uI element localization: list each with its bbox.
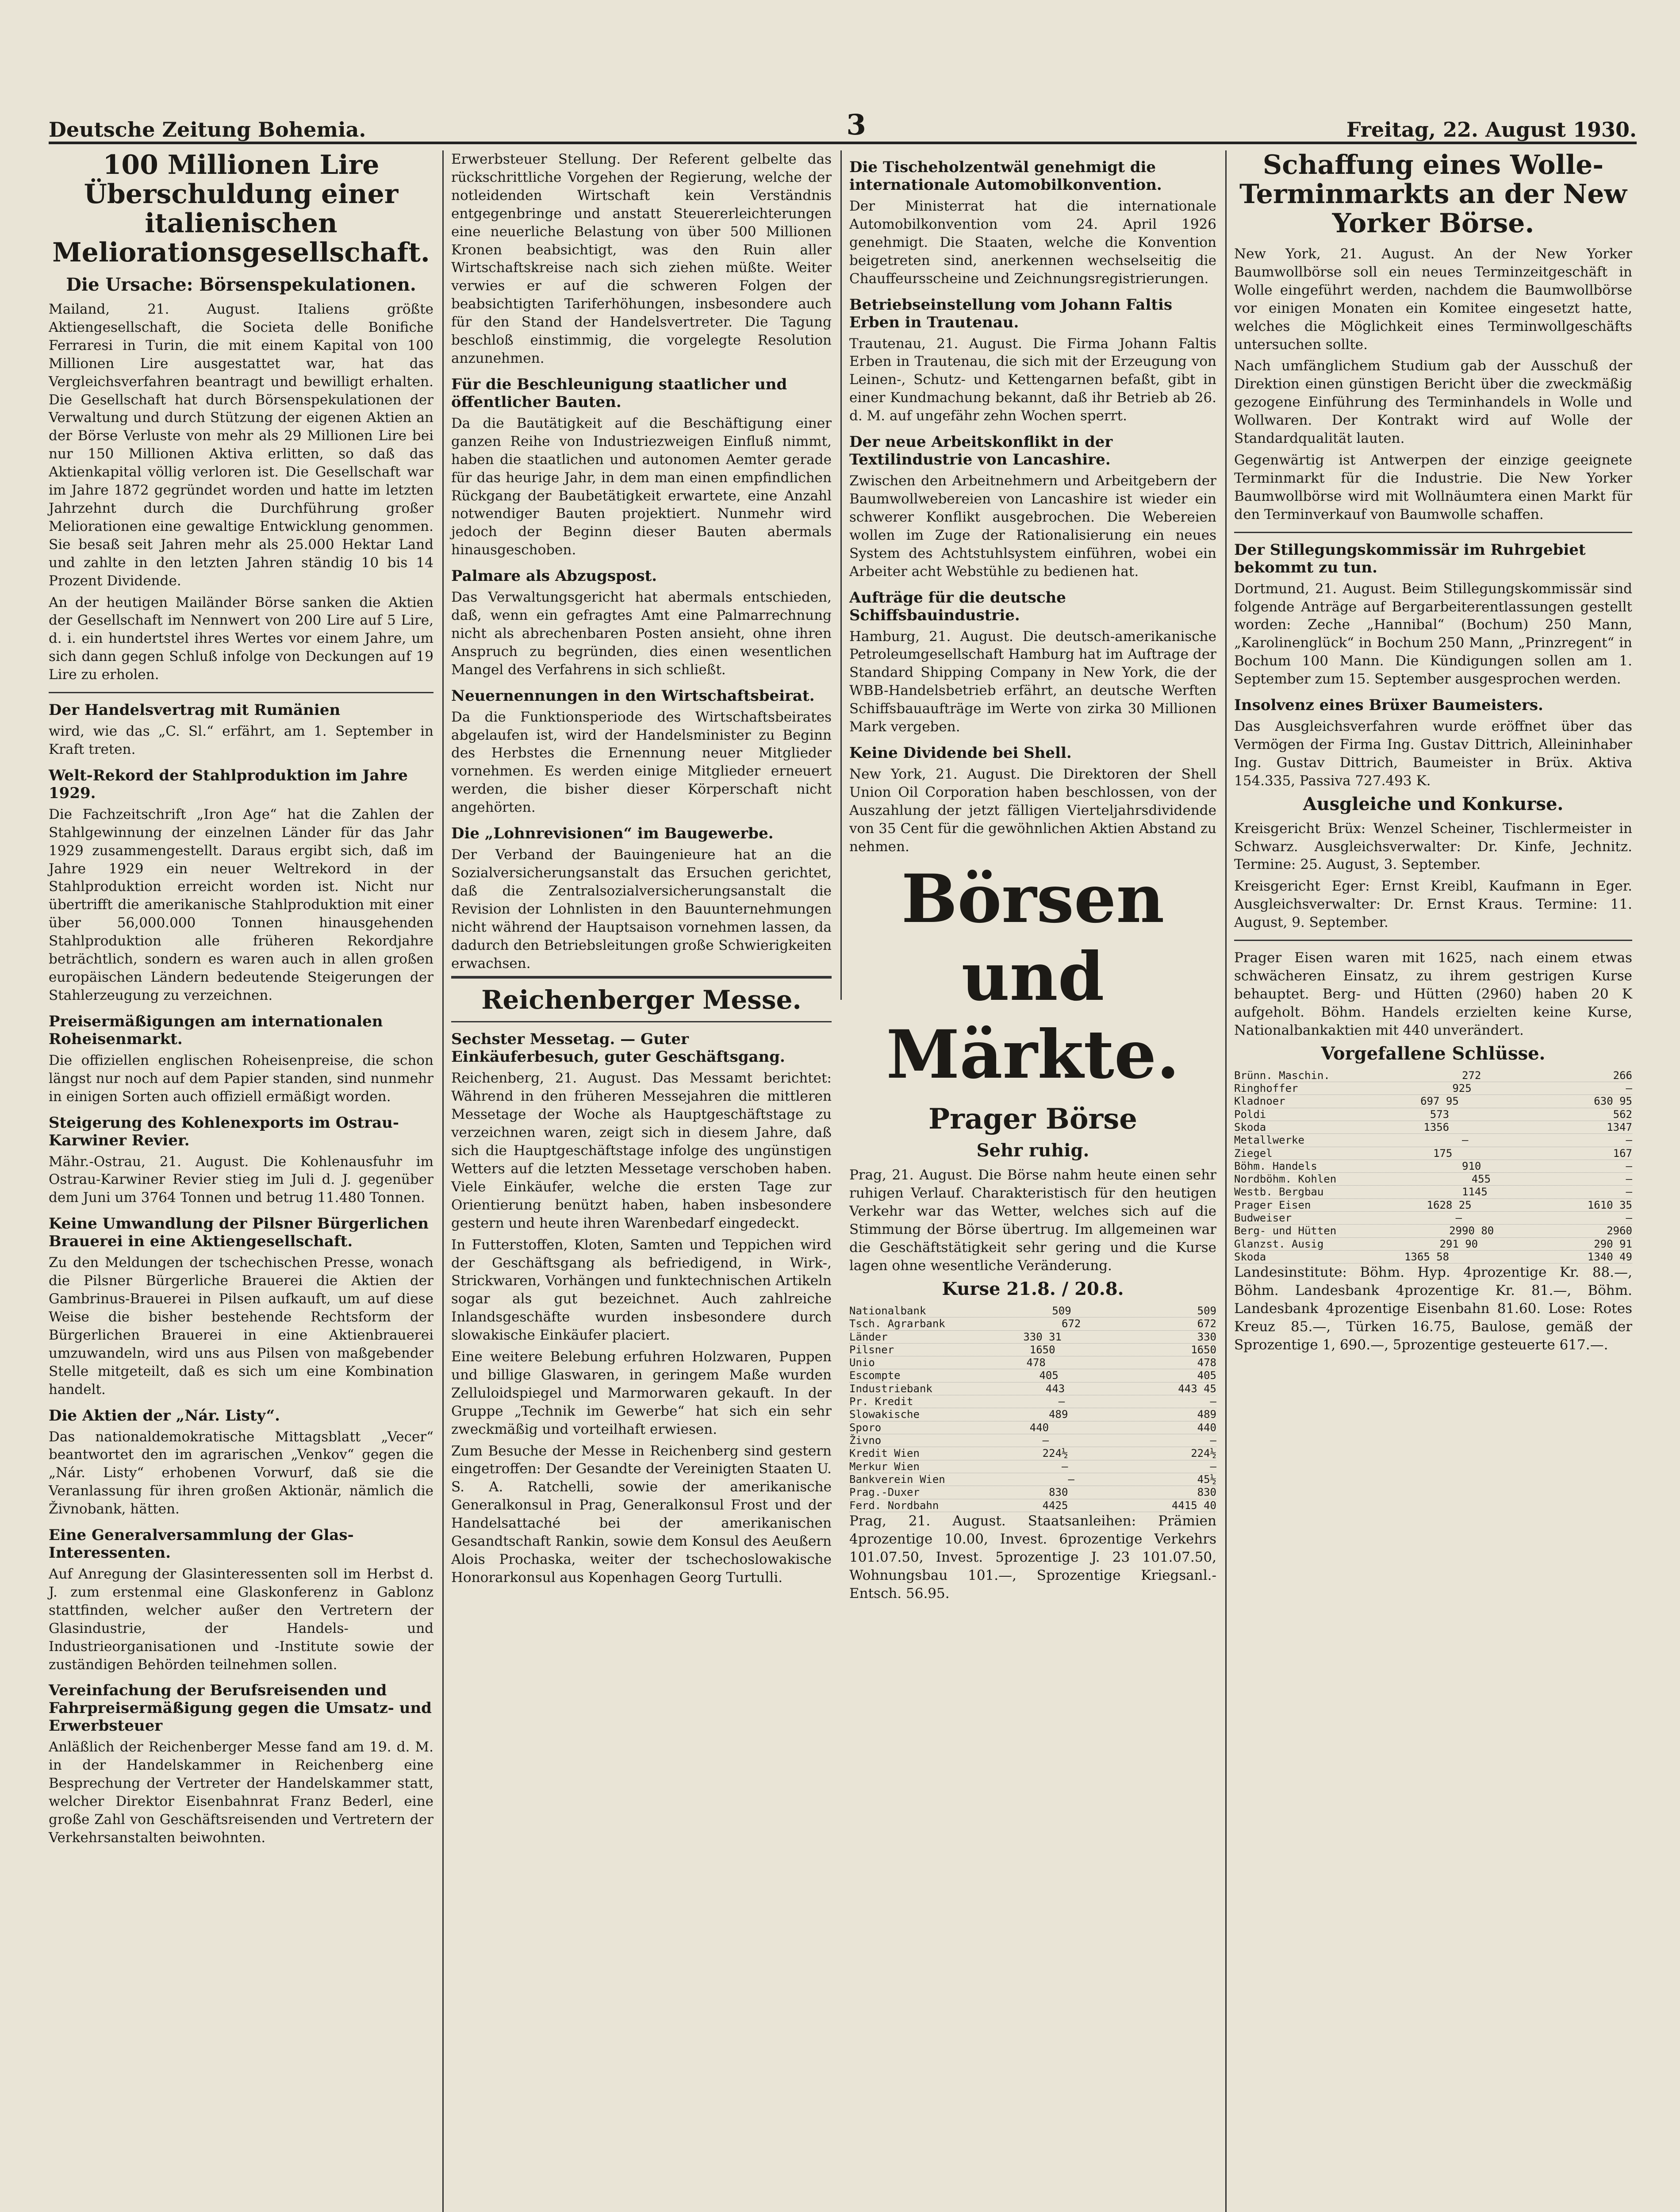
article-paragraph: An der heutigen Mailänder Börse sanken die Aktien der Gesellschaft im Nennwert von 200 Lire auf 5 Lire, d. i. ein hundertstel ihres Wertes vor einem Jahre, um sich dann gegen Schluß infolge von Deckungen auf 19 Lire zu erholen. bbox=[49, 594, 433, 683]
news-paragraph: Der Verband der Bauingenieure hat an die Sozialversicherungsanstalt das Ersuchen gerichtet, daß die Zentralsozialversicherungsanstalt die Revision der Lohnlisten in den Bauunternehmungen nicht während der Hauptsaison vornehmen lassen, da dadurch den Betriebsleitungen große Schwierigkeiten erwachsen. bbox=[451, 847, 832, 972]
table-cell: Länder bbox=[849, 1330, 888, 1343]
table-cell: Ferd. Nordbahn bbox=[849, 1499, 939, 1512]
table-row bbox=[849, 1434, 1216, 1447]
article-paragraph: Mailand, 21. August. Italiens größte Aktiengesellschaft, die Societa delle Bonifiche Ferraresi in Turin, die mit einem Kapital von 100 Millionen Lire ausgestattet war, hat das Vergleichsverfahren beantragt und bewilligt erhalten. Die Gesellschaft hat durch Börsenspekulationen der Verwaltung und durch Stützung der eigenen Aktien an der Börse Verluste von mehr als 29 Millionen Lire bei nur 150 Millionen Aktiva erlitten, so daß das Aktienkapital völlig verloren ist. Die Gesellschaft war im Jahre 1872 gegründet worden und hatte im letzten Jahrzehnt durch die Durchführung großer Meliorationen eine gewaltige Entwicklung genommen. Sie besaß seit Jahren mehr als 25.000 Hektar Land und zahlte in den letzten Jahren ständig 10 bis 14 Prozent Dividende. bbox=[49, 301, 433, 589]
news-heading: Vereinfachung der Berufsreisenden und Fahrpreisermäßigung gegen die Umsatz- und Erwerbsteuer bbox=[49, 1682, 432, 1735]
table-row bbox=[1234, 1121, 1632, 1134]
table-cell: — bbox=[1455, 1212, 1462, 1225]
market-subtitle: Sehr ruhig. bbox=[976, 1140, 1089, 1161]
table-cell: — bbox=[1210, 1395, 1216, 1408]
table-cell: Nationalbank bbox=[849, 1304, 926, 1317]
table-cell: — bbox=[1626, 1173, 1632, 1186]
table-cell: Živno bbox=[849, 1434, 882, 1447]
table-row bbox=[1234, 1082, 1632, 1095]
table-cell: 455 bbox=[1471, 1173, 1491, 1186]
table-cell: — bbox=[1062, 1460, 1068, 1473]
table-row bbox=[1234, 1134, 1632, 1147]
stock-table bbox=[849, 1305, 1216, 1512]
column-1 bbox=[49, 150, 433, 1851]
table-cell: 1347 bbox=[1607, 1121, 1632, 1133]
market-paragraph: Prag, 21. August. Staatsanleihen: Prämien 4prozentige 10.00, Invest. 6prozentige Verkehrs 101.07.50, Invest. 5prozentige J. 23 101.07.50, Wohnungsbau 101.—, Sprozentige Kriegsanl.-Entsch. 56.95. bbox=[849, 1513, 1216, 1601]
news-heading: Für die Beschleunigung staatlicher und öffentlicher Bauten. bbox=[451, 375, 787, 411]
table-cell: 1650 bbox=[1191, 1343, 1216, 1356]
table-caption: Vorgefallene Schlüsse. bbox=[1321, 1043, 1546, 1064]
table-cell: Prag.-Duxer bbox=[849, 1486, 920, 1499]
table-cell: Industriebank bbox=[849, 1382, 932, 1395]
news-heading: Insolvenz eines Brüxer Baumeisters. bbox=[1234, 696, 1543, 714]
article-paragraph: Erwerbsteuer Stellung. Der Referent gelbelte das rückschrittliche Vorgehen der Regierung, welche der notleidenden Wirtschaft kein Verständnis entgegenbringe und anstatt Steuererleichterungen eine neuerliche Belastung von über 500 Millionen Kronen beabsichtigt, was den Ruin aller Wirtschaftskreise nach sich ziehen müßte. Weiter verwies er auf die schweren Folgen der beabsichtigten Tariferhöhungen, insbesondere auch für den Stand der Handelsvertreter. Die Tagung beschloß einstimmig, die vorgelegte Resolution anzunehmen. bbox=[451, 151, 832, 366]
news-heading: Preisermäßigungen am internationalen Roheisenmarkt. bbox=[49, 1012, 383, 1048]
table-cell: 4425 bbox=[1042, 1499, 1068, 1512]
table-cell: Tsch. Agrarbank bbox=[849, 1317, 945, 1330]
table-cell: — bbox=[1462, 1134, 1469, 1147]
news-paragraph: Da die Funktionsperiode des Wirtschaftsbeirates abgelaufen ist, wird der Handelsminister zu Beginn des Herbstes die Ernennung neuer Mitglieder vornehmen. Es werden einige Mitglieder erneuert werden, die bisher dieser Körperschaft nicht angehörten. bbox=[451, 709, 832, 816]
table-cell: 509 bbox=[1052, 1304, 1071, 1317]
issue-date: Freitag, 22. August 1930. bbox=[1346, 118, 1637, 142]
news-paragraph: Hamburg, 21. August. Die deutsch-amerikanische Petroleumgesellschaft Hamburg hat im Auftrage der Standard Shipping Company in New York, die der WBB-Handelsbetrieb erfährt, an deutsche Werften Schiffsbauaufträge im Werte von zirka 30 Millionen Mark vergeben. bbox=[849, 628, 1216, 735]
table-row bbox=[849, 1473, 1216, 1486]
column-4 bbox=[1234, 150, 1632, 1358]
news-paragraph: In Futterstoffen, Kloten, Samten und Teppichen wird der Geschäftsgang als befriedigend, in Wirk-, Strickwaren, Vorhängen und funktechnischen Artikeln sogar als gut bezeichnet. Auch zahlreiche Inlandsgeschäfte wurden insbesondere durch slowakische Einkäufer placiert. bbox=[451, 1237, 832, 1344]
news-paragraph: Das Ausgleichsverfahren wurde eröffnet über das Vermögen der Firma Ing. Gustav Dittrich, Alleininhaber Ing. Gustav Dittrich, Baumeister in Brüx. Aktiva 154.335, Passiva 727.493 K. bbox=[1234, 718, 1632, 789]
table-cell: — bbox=[1626, 1082, 1632, 1094]
news-paragraph: Kreisgericht Brüx: Wenzel Scheiner, Tischlermeister in Schwarz. Ausgleichsverwalter: Dr. Kinfe, Jechnitz. Termine: 25. August, 3. September. bbox=[1234, 820, 1632, 873]
news-heading: Steigerung des Kohlenexports im Ostrau-Karwiner Revier. bbox=[49, 1114, 399, 1149]
column-rule bbox=[1225, 150, 1227, 2212]
table-row bbox=[849, 1499, 1216, 1512]
table-cell: Poldi bbox=[1234, 1108, 1266, 1121]
market-paragraph: Prager Eisen waren mit 1625, nach einem etwas schwächeren Einsatz, zu ihrem gestrigen Kurse behauptet. Berg- und Hütten (2960) haben 20 K aufgeholt. Böhm. Handels erzielten keine Kurse, Nationalbankaktien mit 440 unverändert. bbox=[1234, 950, 1632, 1038]
table-cell: — bbox=[1626, 1134, 1632, 1147]
table-cell: 405 bbox=[1197, 1369, 1216, 1382]
divider bbox=[1234, 532, 1632, 533]
table-cell: — bbox=[1626, 1186, 1632, 1198]
table-cell: 1628 25 bbox=[1427, 1198, 1472, 1211]
table-cell: 830 bbox=[1197, 1486, 1216, 1499]
news-paragraph: Reichenberg, 21. August. Das Messamt berichtet: Während in den früheren Messejahren die mittleren Messetage der Woche als Hauptgeschäftstage zu verzeichnen waren, zeigt sich in diesem Jahre, daß sich die Hauptgeschäftstage infolge des ungünstigen Wetters auf die letzten Messetage verschoben haben. Viele Einkäufer, welche die ersten Tage zur Orientierung benützt haben, haben insbesondere gestern und heute ihren Warenbedarf eingedeckt. bbox=[451, 1070, 832, 1231]
table-cell: — bbox=[1626, 1212, 1632, 1225]
section-title: Börsen und Märkte. bbox=[886, 860, 1180, 1094]
news-heading: Der neue Arbeitskonflikt in der Textilindustrie von Lancashire. bbox=[849, 433, 1113, 469]
table-row bbox=[849, 1331, 1216, 1344]
table-row bbox=[849, 1460, 1216, 1473]
table-cell: — bbox=[1210, 1434, 1216, 1447]
table-row bbox=[849, 1395, 1216, 1408]
table-caption: Kurse 21.8. / 20.8. bbox=[942, 1278, 1124, 1299]
table-cell: 1610 35 bbox=[1587, 1198, 1632, 1211]
table-cell: 489 bbox=[1049, 1408, 1068, 1421]
news-heading: Keine Dividende bei Shell. bbox=[849, 744, 1072, 762]
table-row bbox=[849, 1317, 1216, 1330]
news-paragraph: Kreisgericht Eger: Ernst Kreibl, Kaufmann in Eger. Ausgleichsverwalter: Dr. Ernst Kraus. Termine: 11. August, 9. September. bbox=[1234, 878, 1632, 931]
table-cell: 562 bbox=[1613, 1108, 1632, 1121]
section-heading: Ausgleiche und Konkurse. bbox=[1303, 793, 1564, 814]
news-paragraph: wird, wie das „C. Sl.“ erfährt, am 1. September in Kraft treten. bbox=[49, 723, 433, 757]
table-cell: 630 95 bbox=[1594, 1095, 1632, 1108]
table-cell: Pilsner bbox=[849, 1343, 894, 1356]
table-cell: 405 bbox=[1039, 1369, 1059, 1382]
table-cell: 4415 40 bbox=[1171, 1499, 1216, 1512]
news-paragraph: Zwischen den Arbeitnehmern und Arbeitgebern der Baumwollwebereien von Lancashire ist wieder ein schwerer Konflikt ausgebrochen. Die Webereien wollen im Zuge der Rationalisierung ein neues System des Achtstuhlsystem einführen, wobei ein Arbeiter acht Webstühle zu bedienen hat. bbox=[849, 473, 1216, 580]
table-cell: 2990 80 bbox=[1449, 1225, 1494, 1237]
article-paragraph: New York, 21. August. An der New Yorker Baumwollbörse soll ein neues Terminzeitgeschäft in Wolle eingeführt werden, nachdem die Baumwollbörse vor einigen Monaten ein Komitee eingesetzt hatte, welches die Möglichkeit eines Terminwollgeschäfts untersuchen sollte. bbox=[1234, 246, 1632, 353]
table-cell: Glanzst. Ausig bbox=[1234, 1237, 1324, 1250]
news-paragraph: Der Ministerrat hat die internationale Automobilkonvention vom 24. April 1926 genehmigt. Die Staaten, welche die Konvention beigetreten sind, anerkennen wechselseitig die Chauffeursscheine und Zeichnungsregistrierungen. bbox=[849, 198, 1216, 287]
table-cell: 440 bbox=[1197, 1421, 1216, 1434]
table-cell: Pr. Kredit bbox=[849, 1395, 913, 1408]
table-row bbox=[849, 1447, 1216, 1460]
market-title: Prager Börse bbox=[928, 1102, 1138, 1136]
table-cell: 478 bbox=[1026, 1356, 1046, 1369]
table-cell: Nordböhm. Kohlen bbox=[1234, 1173, 1337, 1186]
table-cell: 509 bbox=[1197, 1304, 1216, 1317]
table-row bbox=[1234, 1147, 1632, 1160]
table-cell: 573 bbox=[1430, 1108, 1450, 1121]
news-paragraph: Da die Bautätigkeit auf die Beschäftigung einer ganzen Reihe von Industriezweigen Einfluß nimmt, haben die staatlichen und autonomen Aemter gerade für das heurige Jahr, in dem man einen empfindlichen Rückgang der Baubetätigkeit erwartete, eine Anzahl notwendiger Bauten projektiert. Nunmehr wird jedoch der Beginn dieser Bauten abermals hinausgeschoben. bbox=[451, 415, 832, 558]
table-cell: Ringhoffer bbox=[1234, 1082, 1298, 1094]
news-heading: Die Aktien der „Nár. Listy“. bbox=[49, 1406, 280, 1425]
news-heading: Der Handelsvertrag mit Rumänien bbox=[49, 701, 341, 719]
table-row bbox=[849, 1344, 1216, 1356]
column-rule bbox=[442, 150, 444, 2212]
news-paragraph: Das nationaldemokratische Mittagsblatt „Vecer“ beantwortet den im agrarischen „Venkov“ gegen die „Nár. Listy“ erhobenen Vorwurf, daß sie die Veranlassung für ihren großen Aktionär, nämlich die Živnobank, hätten. bbox=[49, 1429, 433, 1517]
article-subhead: Die Ursache: Börsenspekulationen. bbox=[66, 274, 416, 295]
table-cell: 266 bbox=[1613, 1069, 1632, 1082]
section-heading: Reichenberger Messe. bbox=[451, 976, 832, 1022]
divider bbox=[49, 692, 433, 693]
table-cell: Budweiser bbox=[1234, 1212, 1292, 1225]
article-paragraph: Gegenwärtig ist Antwerpen der einzige geeignete Terminmarkt für die Industrie. Die New Yorker Baumwollbörse wird mit Wollnäumtera einen Markt für den Terminverkauf von Baumwolle schaffen. bbox=[1234, 452, 1632, 522]
news-paragraph: New York, 21. August. Die Direktoren der Shell Union Oil Corporation haben beschlossen, von der Auszahlung der jetzt fälligen Vierteljahrsdividende von 35 Cent für die gewöhnlichen Aktien Abstand zu nehmen. bbox=[849, 766, 1216, 855]
table-cell: 443 45 bbox=[1178, 1382, 1216, 1395]
news-heading: Welt-Rekord der Stahlproduktion im Jahre 1929. bbox=[49, 766, 408, 802]
table-row bbox=[1234, 1238, 1632, 1251]
news-paragraph: Zum Besuche der Messe in Reichenberg sind gestern eingetroffen: Der Gesandte der Vereinigten Staaten U. S. A. Ratchelli, sowie der amerikanische Generalkonsul in Prag, Generalkonsul Frost und der Handelsattaché bei der amerikanischen Gesandtschaft Rankin, sowie dem Konsul des Aeußern Alois Prochaska, weiter der tschechoslowakische Honorarkonsul aus Kopenhagen Georg Turtulli. bbox=[451, 1443, 832, 1586]
table-cell: 330 31 bbox=[1023, 1330, 1062, 1343]
divider bbox=[1234, 940, 1632, 941]
table-cell: 672 bbox=[1197, 1317, 1216, 1330]
news-heading: Palmare als Abzugspost. bbox=[451, 567, 657, 585]
table-cell: 925 bbox=[1452, 1082, 1472, 1094]
table-cell: 1145 bbox=[1462, 1186, 1488, 1198]
table-row bbox=[1234, 1251, 1632, 1263]
table-cell: Merkur Wien bbox=[849, 1460, 920, 1473]
news-heading: Aufträge für die deutsche Schiffsbauindustrie. bbox=[849, 588, 1066, 624]
news-paragraph: Trautenau, 21. August. Die Firma Johann Faltis Erben in Trautenau, die sich mit der Erzeugung von Leinen-, Schutz- und Kettengarnen befaßt, gibt in einer Kundmachung bekannt, daß ihr Betrieb ab 26. d. M. auf ungefähr zehn Wochen sperrt. bbox=[849, 335, 1216, 424]
article-headline: Schaffung eines Wolle-Terminmarkts an der New Yorker Börse. bbox=[1239, 150, 1627, 239]
table-cell: Kladnoer bbox=[1234, 1095, 1285, 1108]
table-cell: Böhm. Handels bbox=[1234, 1160, 1317, 1172]
table-cell: Slowakische bbox=[849, 1408, 920, 1421]
masthead bbox=[49, 106, 1637, 144]
table-cell: 443 bbox=[1045, 1382, 1065, 1395]
news-heading: Keine Umwandlung der Pilsner Bürgerlichen Brauerei in eine Aktiengesellschaft. bbox=[49, 1215, 429, 1251]
table-cell: Bankverein Wien bbox=[849, 1473, 945, 1486]
table-cell: 478 bbox=[1197, 1356, 1216, 1369]
news-paragraph: Auf Anregung der Glasinteressenten soll im Herbst d. J. zum erstenmal eine Glaskonferenz in Gablonz stattfinden, welcher außer den Vertretern der Glasindustrie, der Handels- und Industrieorganisationen und -Institute sowie der zuständigen Behörden teilnehmen sollen. bbox=[49, 1566, 433, 1673]
table-cell: — bbox=[1626, 1160, 1632, 1172]
table-cell: — bbox=[1042, 1434, 1049, 1447]
column-3 bbox=[849, 150, 1216, 1606]
table-row bbox=[1234, 1095, 1632, 1108]
table-row bbox=[1234, 1225, 1632, 1237]
table-cell: 45½ bbox=[1197, 1473, 1216, 1486]
table-cell: Skoda bbox=[1234, 1251, 1266, 1263]
news-heading: Sechster Messetag. — Guter Einkäuferbesuch, guter Geschäftsgang. bbox=[451, 1030, 785, 1066]
news-heading: Eine Generalversammlung der Glas-Interessenten. bbox=[49, 1526, 354, 1562]
table-row bbox=[1234, 1173, 1632, 1186]
table-cell: Sporo bbox=[849, 1421, 882, 1434]
news-paragraph: Das Verwaltungsgericht hat abermals entschieden, daß, wenn ein gefragtes Amt eine Palmarrechnung nicht als abrechenbaren Posten ansieht, ohne ihren Anspruch zu begründen, dies einen wesentlichen Mangel des Verfahrens in sich schließt. bbox=[451, 589, 832, 678]
table-row bbox=[849, 1369, 1216, 1382]
table-row bbox=[849, 1421, 1216, 1434]
table-cell: — bbox=[1058, 1395, 1065, 1408]
article-paragraph: Nach umfänglichem Studium gab der Ausschuß der Direktion einen günstigen Bericht über die zweckmäßig gezogene Einführung des Terminhandels in Wolle und Wollwaren. Der Kontrakt wird auf Wolle der Standardqualität lauten. bbox=[1234, 358, 1632, 447]
article-headline: 100 Millionen Lire Überschuldung einer italienischen Meliorationsgesellschaft. bbox=[52, 150, 430, 268]
news-paragraph: Dortmund, 21. August. Beim Stillegungskommissär sind folgende Anträge auf Bergarbeiterentlassungen gestellt worden: Zeche „Hannibal“ (Bochum) 250 Mann, „Karolinenglück“ in Bochum 250 Mann, „Prinzregent“ in Bochum 100 Mann. Die Kündigungen sollen am 1. September zum 15. September ausgesprochen werden. bbox=[1234, 580, 1632, 687]
table-row bbox=[1234, 1199, 1632, 1212]
table-cell: 1356 bbox=[1423, 1121, 1450, 1133]
table-cell: Kredit Wien bbox=[849, 1447, 920, 1460]
market-paragraph: Landesinstitute: Böhm. Hyp. 4prozentige Kr. 88.—, Böhm. Landesbank 4prozentige Kr. 81.—, Böhm. Landesbank 4prozentige Eisenbahn 81.60. Lose: Rotes Kreuz 85.—, Türken 16.75, Baulose, gemäß der Sprozentige 1, 690.—, 5prozentige gesteuerte 617.—. bbox=[1234, 1264, 1632, 1353]
table-row bbox=[849, 1356, 1216, 1369]
table-cell: — bbox=[1068, 1473, 1074, 1486]
table-cell: 290 91 bbox=[1594, 1237, 1632, 1250]
table-cell: Berg- und Hütten bbox=[1234, 1225, 1337, 1237]
table-cell: 224½ bbox=[1191, 1447, 1216, 1460]
news-paragraph: Mähr.-Ostrau, 21. August. Die Kohlenausfuhr im Ostrau-Karwiner Revier stieg im Juli d. J. gegenüber dem Juni um 3764 Tonnen und betrug 11.480 Tonnen. bbox=[49, 1153, 433, 1206]
table-cell: Metallwerke bbox=[1234, 1134, 1304, 1147]
paper-name: Deutsche Zeitung Bohemia. bbox=[49, 118, 366, 142]
table-cell: 1340 49 bbox=[1587, 1251, 1632, 1263]
table-cell: 697 95 bbox=[1420, 1095, 1459, 1108]
table-cell: 489 bbox=[1197, 1408, 1216, 1421]
news-heading: Neuernennungen in den Wirtschaftsbeirat. bbox=[451, 687, 815, 705]
table-cell: Ziegel bbox=[1234, 1147, 1273, 1160]
stock-table bbox=[1234, 1069, 1632, 1264]
news-paragraph: Eine weitere Belebung erfuhren Holzwaren, Puppen und billige Glaswaren, in geringem Maße wurden Zelluloidspiegel und Marmorwaren gekauft. In der Gruppe „Technik im Gewerbe“ hat sich ein sehr zweckmäßig und vorteilhaft erwiesen. bbox=[451, 1349, 832, 1437]
table-cell: 330 bbox=[1197, 1330, 1216, 1343]
table-cell: 224½ bbox=[1042, 1447, 1068, 1460]
table-cell: 272 bbox=[1462, 1069, 1481, 1082]
table-cell: Escompte bbox=[849, 1369, 901, 1382]
news-paragraph: Die Fachzeitschrift „Iron Age“ hat die Zahlen der Stahlgewinnung der einzelnen Länder für das Jahr 1929 zusammengestellt. Daraus ergibt sich, daß im Jahre 1929 ein neuer Weltrekord in der Stahlproduktion erreicht worden ist. Nicht nur übertrifft die amerikanische Stahlproduktion mit einer über 56,000.000 Tonnen hinausgehenden Stahlproduktion alle früheren Rekordjahre beträchtlich, sondern es waren auch in allen großen europäischen Ländern bedeutende Steigerungen der Stahlerzeugung zu verzeichnen. bbox=[49, 806, 433, 1003]
table-cell: Prager Eisen bbox=[1234, 1198, 1311, 1211]
news-paragraph: Zu den Meldungen der tschechischen Presse, wonach die Pilsner Bürgerliche Brauerei die Aktien der Gambrinus-Brauerei in Pilsen aufkauft, um auf diese Weise die bisher bestehende Rechtsform der Bürgerlichen Brauerei in eine Aktienbrauerei umzuwandeln, wird uns aus Pilsen von maßgebender Stelle mitgeteilt, daß es sich um eine Kombination handelt. bbox=[49, 1255, 433, 1398]
table-cell: Skoda bbox=[1234, 1121, 1266, 1133]
news-paragraph: Die offiziellen englischen Roheisenpreise, die schon längst nur noch auf dem Papier standen, sind nunmehr in einigen Sorten auch offiziell ermäßigt worden. bbox=[49, 1052, 433, 1105]
table-cell: 672 bbox=[1062, 1317, 1081, 1330]
table-cell: 1650 bbox=[1029, 1343, 1055, 1356]
table-cell: 2960 bbox=[1607, 1225, 1632, 1237]
table-row bbox=[849, 1382, 1216, 1395]
news-paragraph: Anläßlich der Reichenberger Messe fand am 19. d. M. in der Handelskammer in Reichenberg eine Besprechung der Vertreter der Handelskammer statt, welcher Direktor Eisenbahnrat Franz Bederl, eine große Zahl von Geschäftsreisenden und Vertretern der Verkehrsanstalten beiwohnten. bbox=[49, 1739, 433, 1846]
page-number: 3 bbox=[846, 108, 866, 142]
market-paragraph: Prag, 21. August. Die Börse nahm heute einen sehr ruhigen Verlauf. Charakteristisch für den heutigen Verkehr war das Wetter, welches sich auf die Stimmung der Börse übertrug. Im allgemeinen war die Geschäftstätigkeit sehr gering und die Kurse lagen ohne wesentliche Veränderung. bbox=[849, 1167, 1216, 1274]
table-row bbox=[1234, 1186, 1632, 1198]
table-row bbox=[1234, 1108, 1632, 1121]
table-cell: Westb. Bergbau bbox=[1234, 1186, 1324, 1198]
table-row bbox=[849, 1408, 1216, 1421]
news-heading: Die „Lohnrevisionen“ im Baugewerbe. bbox=[451, 825, 774, 843]
news-heading: Betriebseinstellung vom Johann Faltis Erben in Trautenau. bbox=[849, 296, 1173, 331]
table-row bbox=[1234, 1069, 1632, 1082]
table-cell: 291 90 bbox=[1439, 1237, 1478, 1250]
table-row bbox=[849, 1486, 1216, 1499]
table-cell: 167 bbox=[1613, 1147, 1632, 1160]
table-row bbox=[1234, 1212, 1632, 1225]
news-heading: Die Tischeholzentwäl genehmigt die internationale Automobilkonvention. bbox=[849, 158, 1162, 194]
table-cell: 910 bbox=[1462, 1160, 1481, 1172]
column-rule bbox=[840, 150, 842, 1000]
table-row bbox=[849, 1305, 1216, 1317]
table-cell: Unio bbox=[849, 1356, 875, 1369]
table-cell: 440 bbox=[1029, 1421, 1049, 1434]
table-cell: 1365 58 bbox=[1404, 1251, 1450, 1263]
table-cell: Brünn. Maschin. bbox=[1234, 1069, 1330, 1082]
column-2 bbox=[451, 150, 832, 1590]
table-row bbox=[1234, 1160, 1632, 1173]
table-cell: 830 bbox=[1049, 1486, 1068, 1499]
news-heading: Der Stillegungskommissär im Ruhrgebiet bekommt zu tun. bbox=[1234, 541, 1586, 576]
table-cell: 175 bbox=[1433, 1147, 1453, 1160]
table-cell: — bbox=[1210, 1460, 1216, 1473]
